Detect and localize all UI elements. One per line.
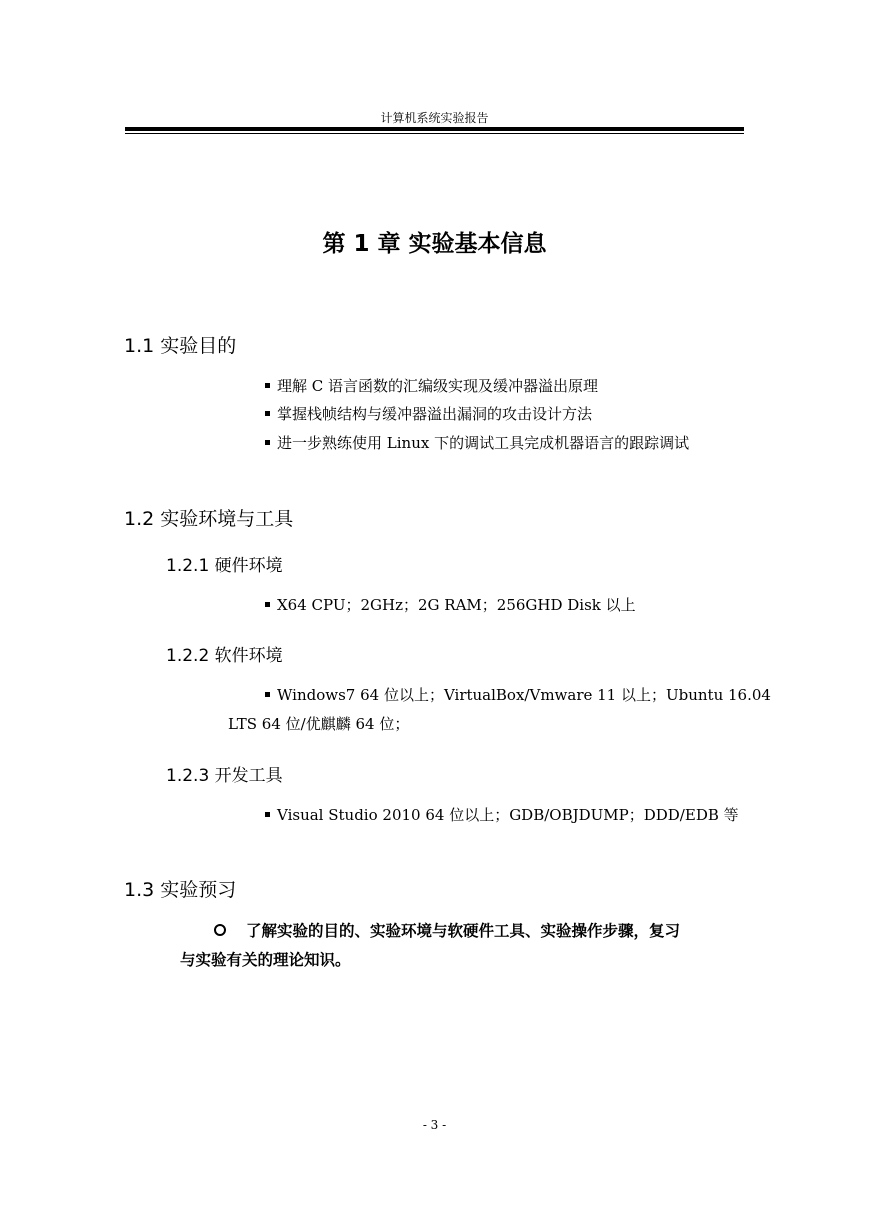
preview-paragraph-line2: 与实验有关的理论知识。 (180, 950, 351, 969)
square-bullet-icon (265, 411, 270, 416)
section-heading-1-3: 1.3 实验预习 (124, 879, 237, 901)
list-item: 掌握栈帧结构与缓冲器溢出漏洞的攻击设计方法 (265, 403, 592, 424)
list-item: 进一步熟练使用 Linux 下的调试工具完成机器语言的跟踪调试 (265, 432, 689, 453)
circle-bullet-icon (214, 924, 226, 936)
chapter-title: 第 1 章 实验基本信息 (322, 231, 547, 257)
subsection-heading-dev-tools: 1.2.3 开发工具 (166, 766, 283, 786)
list-item-continuation: LTS 64 位/优麒麟 64 位； (228, 715, 410, 733)
page-number: - 3 - (422, 1118, 447, 1132)
page-header-title: 计算机系统实验报告 (380, 111, 489, 125)
header-rule-thin (125, 133, 744, 134)
section-heading-1-1: 1.1 实验目的 (124, 335, 237, 357)
list-item: Windows7 64 位以上；VirtualBox/Vmware 11 以上；Ubuntu 16.04 (265, 684, 771, 705)
subsection-heading-hardware: 1.2.1 硬件环境 (166, 556, 283, 576)
square-bullet-icon (265, 812, 270, 817)
square-bullet-icon (265, 383, 270, 388)
header-rule-thick (125, 127, 744, 131)
square-bullet-icon (265, 440, 270, 445)
subsection-heading-software: 1.2.2 软件环境 (166, 646, 283, 666)
list-item: Visual Studio 2010 64 位以上；GDB/OBJDUMP；DDD/EDB 等 (265, 804, 739, 825)
list-item: 理解 C 语言函数的汇编级实现及缓冲器溢出原理 (265, 375, 598, 396)
list-item: X64 CPU；2GHz；2G RAM；256GHD Disk 以上 (265, 594, 636, 615)
square-bullet-icon (265, 602, 270, 607)
section-heading-1-2: 1.2 实验环境与工具 (124, 508, 294, 530)
square-bullet-icon (265, 692, 270, 697)
preview-paragraph-line1: 了解实验的目的、实验环境与软硬件工具、实验操作步骤，复习 (214, 919, 744, 941)
